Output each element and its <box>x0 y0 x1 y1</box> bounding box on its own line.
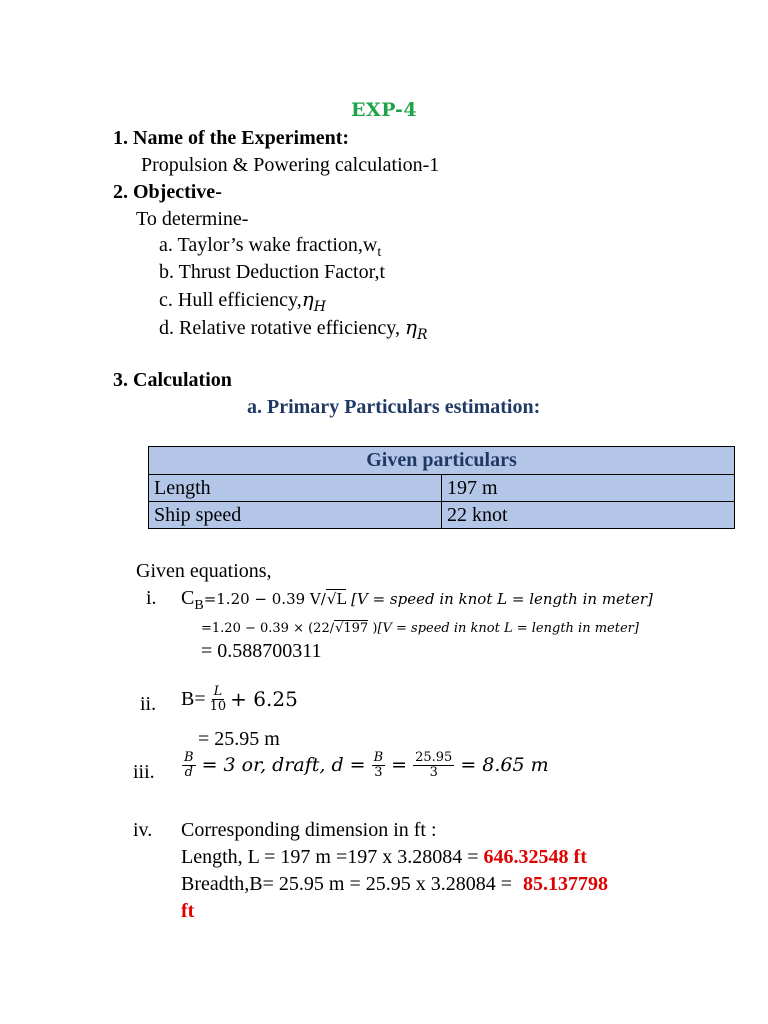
equation-ii-number: ii. <box>140 693 157 715</box>
objective-b: b. Thrust Deduction Factor,t <box>159 261 386 283</box>
section-3a-heading: a. Primary Particulars estimation: <box>247 396 541 418</box>
breadth-ft-value: 85.137798 <box>523 873 609 895</box>
section-1-heading: 1. Name of the Experiment: <box>113 127 350 149</box>
length-ft-value: 646.32548 ft <box>483 846 587 868</box>
table-cell-value: 197 m <box>442 475 735 502</box>
equations-intro: Given equations, <box>136 560 272 582</box>
equation-iii-number: iii. <box>133 761 155 783</box>
objective-d: d. Relative rotative efficiency, $\eta_R$ <box>159 315 428 343</box>
experiment-title: EXP-4 <box>351 99 418 121</box>
objective-intro: To determine- <box>136 208 249 230</box>
section-2-heading: 2. Objective- <box>113 181 222 203</box>
equation-i-number: i. <box>146 587 157 609</box>
fraction: $\frac{L}{10}$ <box>209 684 227 714</box>
objective-a: a. Taylor’s wake $fraction,w_t$ <box>159 234 382 260</box>
table-row <box>149 502 735 529</box>
equation-iv-number: iv. <box>133 819 153 841</box>
table-cell-value: 22 knot <box>442 502 735 529</box>
table-cell-name: Length <box>149 475 442 502</box>
breadth-ft-unit: ft <box>181 900 195 922</box>
section-3-heading: 3. Calculation <box>113 369 232 391</box>
experiment-name: Propulsion & Powering calculation-1 <box>141 154 440 176</box>
equation-iv-title: Corresponding dimension in ft : <box>181 819 437 841</box>
breadth-conversion: Breadth,B= 25.95 m = 25.95 x 3.28084 = 85.137798 <box>181 873 609 895</box>
fraction: $\frac{B}{3}$ <box>373 750 384 780</box>
equation-ii-formula: B= $\frac{L}{10}$ + 6.25 <box>181 684 298 714</box>
table-row <box>149 475 735 502</box>
fraction: $\frac{B}{d}$ <box>184 750 194 780</box>
given-particulars-table <box>148 446 735 529</box>
length-conversion: Length, L = 197 m =197 x 3.28084 = 646.32548 ft <box>181 846 587 868</box>
equation-ii-result: = 25.95 m <box>198 728 280 750</box>
fraction: $\frac{25.95}{3}$ <box>415 750 453 780</box>
equation-i-result: = 0.588700311 <box>201 640 322 662</box>
equation-i-line1: $C_B=1.20 - 0.39$ V/√L [V = speed in knot L = length in meter] <box>181 587 653 613</box>
table-cell-name: Ship speed <box>149 502 442 529</box>
objective-c: c. Hull $efficiency,\eta_H$ <box>159 287 326 315</box>
equation-i-line2: =1.20 − 0.39 × (22/√197 )[V = speed in knot L = length in meter] <box>201 621 639 636</box>
table-header: Given particulars <box>149 447 735 475</box>
equation-iii-formula: $\frac{B}{d}$ = 3 or, draft, d = $\frac{B}{3}$ = $\frac{25.95}{3}$ = 8.65 m <box>184 750 549 780</box>
